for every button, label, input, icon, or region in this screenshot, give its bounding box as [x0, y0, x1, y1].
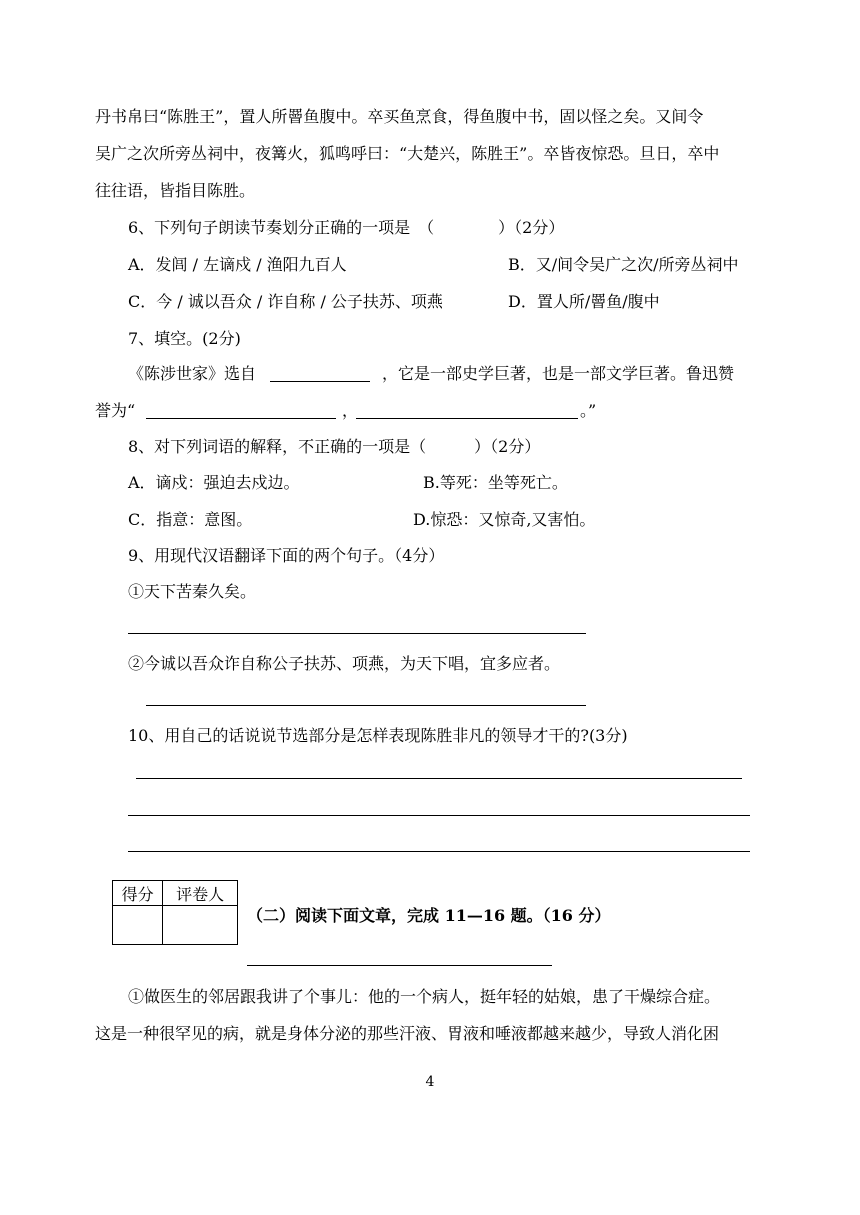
q7-line1-end: ，它是一部史学巨著，也是一部文学巨著。鲁迅赞	[382, 364, 735, 383]
page-number: 4	[425, 1074, 435, 1090]
q10-answer-line-2[interactable]	[128, 815, 750, 816]
q6-option-c: C．今 / 诚以吾众 / 诈自称 / 公子扶苏、项燕	[128, 292, 443, 311]
q9-sentence-2: ②今诚以吾众诈自称公子扶苏、项燕，为天下唱，宜多应者。	[128, 654, 561, 673]
q9-answer-line-1[interactable]	[128, 633, 586, 634]
q9-answer-line-2[interactable]	[146, 705, 586, 706]
q7-blank-2[interactable]	[146, 418, 336, 419]
passage-line-2: 吴广之次所旁丛祠中，夜篝火，狐鸣呼曰：“大楚兴，陈胜王”。卒皆夜惊恐。旦日，卒中	[95, 144, 720, 163]
score-label: 得分	[113, 881, 163, 906]
q6-option-a: A．发闾 / 左谪戍 / 渔阳九百人	[128, 255, 347, 274]
q7-line1-start: 《陈涉世家》选自	[128, 364, 257, 383]
passage-line-1: 丹书帛曰“陈胜王”，置人所罾鱼腹中。卒买鱼烹食，得鱼腹中书，固以怪之矣。又间令	[95, 107, 704, 126]
q7-blank-1[interactable]	[270, 381, 370, 382]
section-2-para-line-2: 这是一种很罕见的病，就是身体分泌的那些汗液、胃液和唾液都越来越少，导致人消化困	[95, 1024, 720, 1043]
q9-stem: 9、用现代汉语翻译下面的两个句子。（4分）	[128, 546, 445, 565]
q8-option-c: C．指意：意图。	[128, 510, 253, 529]
q8-option-b: B.等死：坐等死亡。	[423, 473, 568, 492]
score-cell[interactable]	[113, 906, 163, 945]
section-2-title: （二）阅读下面文章，完成 11—16 题。（16 分）	[247, 906, 611, 925]
q10-stem: 10、用自己的话说说节选部分是怎样表现陈胜非凡的领导才干的?(3分)	[128, 726, 628, 745]
q6-option-b: B．又/间令吴广之次/所旁丛祠中	[508, 255, 739, 274]
q7-line2-start: 誉为“	[95, 401, 136, 420]
section-2-separator	[247, 965, 552, 966]
q6-option-d: D．置人所/罾鱼/腹中	[508, 292, 660, 311]
q7-line2-mid: ，	[342, 401, 359, 420]
q8-stem: 8、对下列词语的解释，不正确的一项是（ ）（2分）	[128, 437, 541, 456]
q8-option-d: D.惊恐：又惊奇,又害怕。	[413, 510, 596, 529]
q7-line2-end: 。”	[580, 401, 597, 420]
score-box	[112, 880, 238, 945]
section-2-para-line-1: ①做医生的邻居跟我讲了个事儿：他的一个病人，挺年轻的姑娘，患了干燥综合症。	[128, 987, 721, 1006]
grader-label: 评卷人	[163, 881, 238, 906]
q6-stem: 6、下列句子朗读节奏划分正确的一项是 （ ）（2分）	[128, 218, 565, 237]
q7-blank-3[interactable]	[356, 418, 578, 419]
q10-answer-line-3[interactable]	[128, 851, 750, 852]
passage-line-3: 往往语，皆指目陈胜。	[95, 181, 256, 200]
q10-answer-line-1[interactable]	[136, 778, 742, 779]
q8-option-a: A．谪戍：强迫去戍边。	[128, 473, 300, 492]
q7-stem: 7、填空。(2分)	[128, 329, 241, 348]
q9-sentence-1: ①天下苦秦久矣。	[128, 582, 257, 601]
grader-cell[interactable]	[163, 906, 238, 945]
